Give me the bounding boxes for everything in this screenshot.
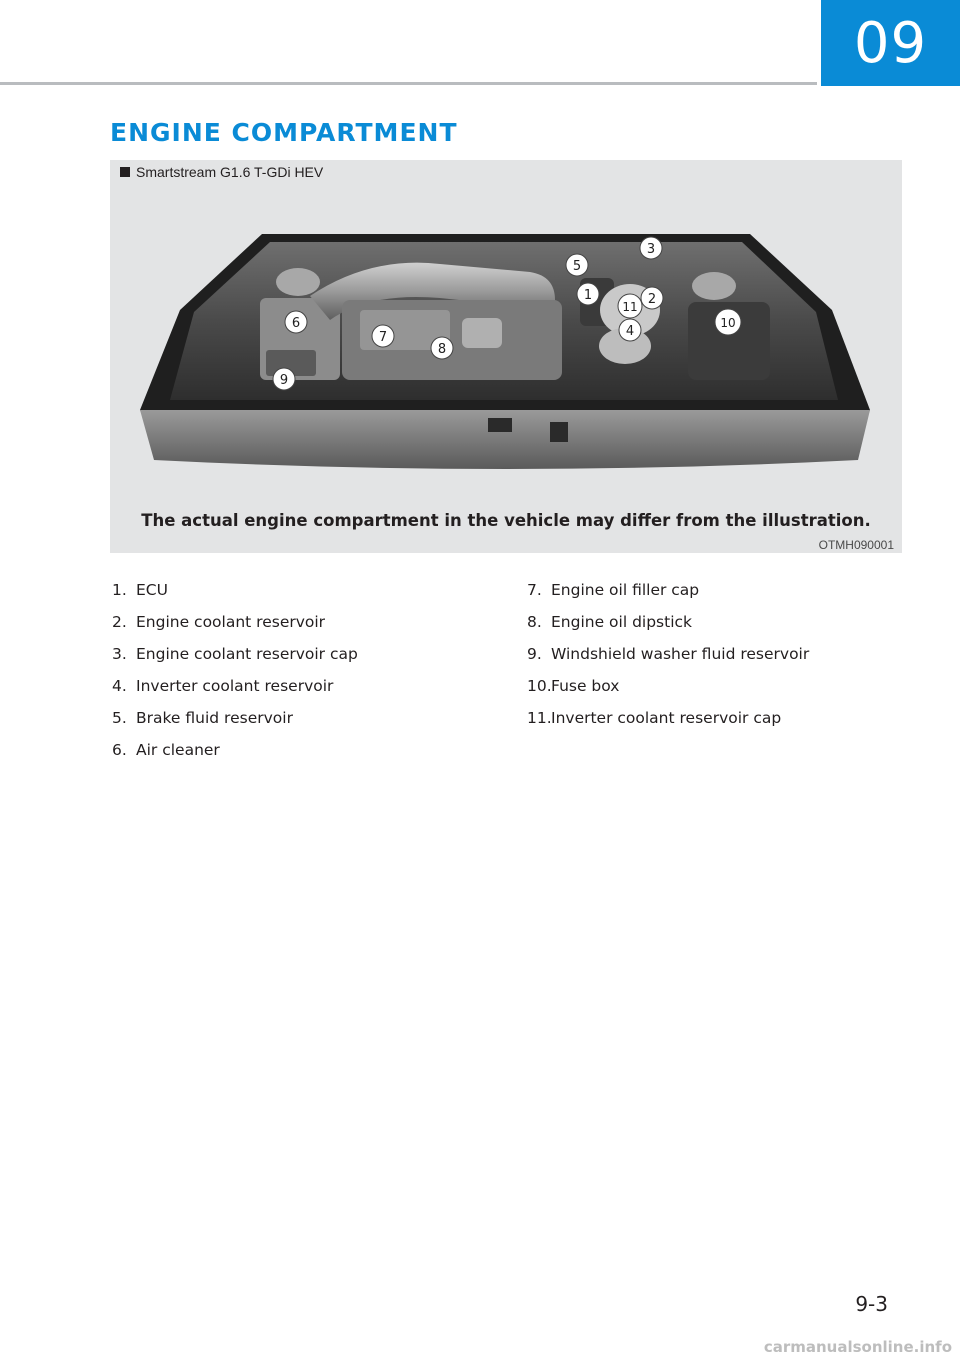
svg-text:11: 11: [622, 300, 638, 314]
figure-caption: The actual engine compartment in the vehicle may differ from the illustration.: [141, 511, 871, 530]
callout-4: [619, 319, 641, 341]
callout-9: [273, 368, 295, 390]
section-title: ENGINE COMPARTMENT: [110, 118, 458, 147]
callout-7: [372, 325, 394, 347]
svg-text:1: 1: [583, 288, 593, 303]
header-rule: [0, 82, 817, 85]
chapter-tab: 09: [821, 0, 960, 86]
latch-handle: [550, 422, 568, 442]
list-item: 10. Fuse box: [527, 677, 620, 695]
list-item: 5. Brake fluid reservoir: [112, 709, 293, 727]
left-strut-tower: [276, 268, 320, 296]
callout-8: [431, 337, 453, 359]
callout-5: [566, 254, 588, 276]
list-item: 4. Inverter coolant reservoir: [112, 677, 334, 695]
list-item: 2. Engine coolant reservoir: [112, 613, 326, 631]
svg-text:3: 3: [646, 242, 656, 257]
callout-2: [641, 287, 663, 309]
list-item: 6. Air cleaner: [112, 741, 220, 759]
svg-text:2: 2: [647, 292, 657, 307]
callout-6: [285, 311, 307, 333]
parts-list-left: [112, 578, 358, 770]
svg-text:9: 9: [279, 373, 289, 388]
svg-text:8: 8: [437, 342, 447, 357]
svg-text:6: 6: [291, 316, 301, 331]
engine-figure: [110, 160, 902, 553]
callout-10: [715, 309, 741, 335]
svg-text:10: 10: [720, 316, 736, 330]
svg-text:7: 7: [378, 330, 388, 345]
list-item: 11. Inverter coolant reservoir cap: [527, 709, 782, 727]
right-strut-tower: [692, 272, 736, 300]
page-number: 9-3: [855, 1292, 888, 1316]
parts-list-right: [527, 578, 809, 738]
callout-11: [618, 294, 642, 318]
oil-cap-area: [462, 318, 502, 348]
svg-text:4: 4: [625, 324, 635, 339]
callout-3: [640, 237, 662, 259]
list-item: 8. Engine oil dipstick: [527, 613, 693, 631]
list-item: 1. ECU: [112, 581, 168, 599]
figure-code: OTMH090001: [818, 538, 894, 552]
list-item: 3. Engine coolant reservoir cap: [112, 645, 358, 663]
list-item: 9. Windshield washer fluid reservoir: [527, 645, 810, 663]
list-item: 7. Engine oil filler cap: [527, 581, 700, 599]
callout-1: [577, 283, 599, 305]
engine-illustration: [110, 160, 902, 553]
watermark[interactable]: carmanualsonline.info: [763, 1338, 952, 1356]
engine-variant-text: Smartstream G1.6 T-GDi HEV: [136, 164, 324, 180]
hood-latch: [488, 418, 512, 432]
svg-text:5: 5: [572, 259, 582, 274]
